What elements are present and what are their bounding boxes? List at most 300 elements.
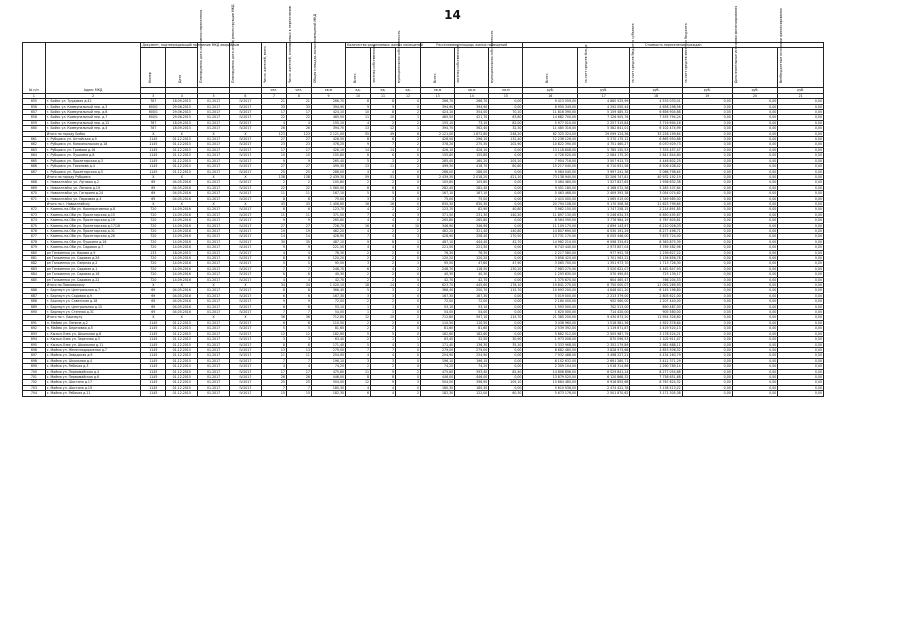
- table-cell: 2: [396, 369, 421, 374]
- table-cell: 29.06.2015: [166, 110, 198, 115]
- table-cell: 04.05.2016: [166, 310, 198, 315]
- table-cell: 0: [396, 326, 421, 331]
- table-cell: 8: [396, 174, 421, 179]
- table-cell: 656: [23, 104, 46, 109]
- table-cell: IV.2017: [230, 331, 262, 336]
- table-cell: 0,00: [732, 158, 778, 163]
- table-cell: 1145: [141, 137, 166, 142]
- table-cell: 63,40: [311, 337, 345, 342]
- table-cell: 426,10: [455, 147, 489, 152]
- table-cell: 426,10: [311, 147, 345, 152]
- table-cell: 0,00: [778, 218, 824, 223]
- table-cell: 0,00: [778, 320, 824, 325]
- table-cell: 9: [286, 299, 311, 304]
- table-cell: с. Майма ул. Рабочая д.3: [45, 364, 141, 369]
- table-cell: 2: [396, 110, 421, 115]
- table-cell: 14: [371, 147, 396, 152]
- table-cell: 167,30: [455, 293, 489, 298]
- table-cell: 5: [346, 288, 371, 293]
- table-cell: 787: [141, 99, 166, 104]
- table-cell: 8: [371, 99, 396, 104]
- header-rooms-group: Количество расселяемых жилых помещений: [347, 43, 423, 47]
- table-cell: 680: [23, 250, 46, 255]
- table-cell: 6: [346, 391, 371, 396]
- table-cell: 366,40: [421, 288, 455, 293]
- table-cell: 0,00: [732, 326, 778, 331]
- table-cell: 0,00: [778, 147, 824, 152]
- table-cell: 8: [261, 256, 286, 261]
- table-cell: 0,00: [682, 293, 732, 298]
- header-planned-finish: Планируемая дата окончания переселения: [198, 43, 230, 88]
- table-cell: 0,00: [682, 272, 732, 277]
- table-cell: п. Майма ул. Березовая д.5: [45, 326, 141, 331]
- table-cell: 221,50: [455, 245, 489, 250]
- table-cell: 720: [141, 256, 166, 261]
- table-cell: 1 936 632,38: [630, 180, 682, 185]
- table-cell: 0,00: [732, 185, 778, 190]
- table-cell: 53,10: [455, 304, 489, 309]
- table-cell: 0,00: [778, 110, 824, 115]
- table-cell: 4: [261, 277, 286, 282]
- table-cell: г. Рубцовск ул. Пушкина д.8: [45, 153, 141, 158]
- table-cell: 2 691 260,71: [578, 358, 630, 363]
- table-cell: 10: [396, 223, 421, 228]
- table-cell: 250,70: [455, 288, 489, 293]
- table-cell: 7 333 457,47: [630, 147, 682, 152]
- table-cell: 2 501 870,62: [578, 391, 630, 396]
- table-cell: 01.2017: [198, 380, 230, 385]
- table-cell: 676: [23, 228, 46, 233]
- table-cell: 4: [346, 228, 371, 233]
- table-cell: 167,10: [311, 191, 345, 196]
- table-cell: 11 485 316,00: [523, 126, 578, 131]
- table-cell: 689: [23, 304, 46, 309]
- table-cell: 105,80: [421, 180, 455, 185]
- table-cell: 0,00: [732, 164, 778, 169]
- table-cell: 123,70: [421, 207, 455, 212]
- table-cell: 04.05.2016: [166, 304, 198, 309]
- table-cell: Итого по городу Бийск: [45, 131, 141, 136]
- table-cell: 178,10: [489, 283, 523, 288]
- table-cell: 1 018 314,86: [578, 364, 630, 369]
- table-cell: 0,00: [682, 364, 732, 369]
- table-cell: 6: [286, 293, 311, 298]
- table-cell: 424,10: [311, 110, 345, 115]
- table-cell: 6: [286, 320, 311, 325]
- table-cell: 265,80: [455, 218, 489, 223]
- table-cell: 01.12.2015: [166, 358, 198, 363]
- table-cell: 265,40: [421, 158, 455, 163]
- table-cell: 4 880 525,99: [578, 99, 630, 104]
- table-cell: 0,00: [778, 266, 824, 271]
- table-cell: 2 505 987,79: [578, 331, 630, 336]
- table-cell: 0,00: [489, 385, 523, 390]
- table-cell: 0,00: [732, 110, 778, 115]
- table-cell: 659: [23, 120, 46, 125]
- unit-rub: руб.: [523, 88, 578, 93]
- column-number: 14: [455, 93, 489, 98]
- table-cell: 0,00: [732, 358, 778, 363]
- table-cell: 0,00: [732, 283, 778, 288]
- table-cell: IV.2017: [230, 353, 262, 358]
- table-cell: г. Камень-на-Оби ул. Пролетарская д.19: [45, 218, 141, 223]
- table-cell: 704: [23, 391, 46, 396]
- table-cell: IV.2017: [230, 191, 262, 196]
- table-cell: 0,00: [489, 191, 523, 196]
- table-cell: 0,00: [489, 153, 523, 158]
- table-cell: 1145: [141, 164, 166, 169]
- table-cell: X: [141, 283, 166, 288]
- table-cell: 43: [261, 201, 286, 206]
- table-cell: IV.2017: [230, 196, 262, 201]
- table-cell: 01.2017: [198, 180, 230, 185]
- table-cell: 8: [346, 99, 371, 104]
- table-cell: 600/1: [141, 115, 166, 120]
- table-cell: 0,00: [778, 223, 824, 228]
- table-cell: X: [141, 315, 166, 320]
- table-cell: 787: [141, 126, 166, 131]
- table-cell: 167,10: [421, 191, 455, 196]
- table-cell: 720: [141, 223, 166, 228]
- table-cell: 1145: [141, 331, 166, 336]
- table-cell: 53,10: [421, 304, 455, 309]
- table-cell: 0,00: [778, 315, 824, 320]
- table-cell: 13: [346, 126, 371, 131]
- table-cell: 4: [346, 218, 371, 223]
- table-cell: 6: [261, 304, 286, 309]
- table-cell: 0,00: [682, 137, 732, 142]
- table-cell: 8: [261, 288, 286, 293]
- header-fund-fz: за счет средств Фонда: [578, 48, 630, 88]
- table-cell: 4: [371, 353, 396, 358]
- table-cell: 0,00: [778, 201, 824, 206]
- table-cell: 1 593 000,00: [523, 304, 578, 309]
- table-cell: IV.2017: [230, 299, 262, 304]
- table-cell: 8: [371, 374, 396, 379]
- table-cell: 0,00: [778, 99, 824, 104]
- table-cell: 720: [141, 245, 166, 250]
- table-cell: 600/1: [141, 110, 166, 115]
- table-cell: 4: [371, 385, 396, 390]
- header-cost-total: Всего: [523, 48, 578, 88]
- table-cell: г. Барнаул ул. Степная д.31: [45, 310, 141, 315]
- table-cell: 1 973 008,00: [523, 337, 578, 342]
- table-cell: 5 463 468,00: [523, 191, 578, 196]
- table-cell: IV.2017: [230, 142, 262, 147]
- table-cell: 699: [23, 364, 46, 369]
- table-cell: г. Рубцовск ул. Пролетарская д.5: [45, 169, 141, 174]
- table-cell: 2 805 621,00: [630, 293, 682, 298]
- table-cell: 3: [396, 380, 421, 385]
- table-cell: 6: [346, 153, 371, 158]
- table-cell: 4: [371, 212, 396, 217]
- table-cell: 2 439,30: [311, 174, 345, 179]
- table-cell: 3 171 305,38: [630, 391, 682, 396]
- table-cell: 0,00: [682, 337, 732, 342]
- table-cell: 33: [286, 104, 311, 109]
- table-cell: 346,90: [455, 223, 489, 228]
- header-address: Адрес МКД: [45, 43, 141, 94]
- table-cell: 8: [286, 342, 311, 347]
- table-cell: 0,00: [778, 115, 824, 120]
- table-cell: 0: [396, 331, 421, 336]
- table-cell: 01.2017: [198, 277, 230, 282]
- table-cell: 82,00: [489, 120, 523, 125]
- table-cell: 73,10: [455, 120, 489, 125]
- table-cell: 3 997 241,36: [578, 169, 630, 174]
- table-cell: 9: [346, 239, 371, 244]
- table-cell: 0: [396, 277, 421, 282]
- table-cell: 6 120 868,32: [578, 374, 630, 379]
- column-number: 20: [732, 93, 778, 98]
- table-cell: 2: [371, 228, 396, 233]
- table-cell: 4 848 001,20: [578, 288, 630, 293]
- table-cell: 8: [286, 288, 311, 293]
- header-fund-subject: за счет средств бюджета субъекта: [630, 48, 682, 88]
- table-cell: 687: [23, 293, 46, 298]
- table-cell: 0,00: [732, 374, 778, 379]
- table-cell: 69: [141, 191, 166, 196]
- table-cell: 2: [371, 277, 396, 282]
- table-cell: 692: [23, 326, 46, 331]
- table-cell: IV.2017: [230, 304, 262, 309]
- table-cell: 13: [261, 347, 286, 352]
- table-cell: 140,20: [489, 212, 523, 217]
- table-cell: 487,10: [311, 239, 345, 244]
- table-cell: 0,00: [732, 272, 778, 277]
- table-cell: 6 070 929,73: [630, 142, 682, 147]
- table-cell: 1145: [141, 364, 166, 369]
- table-cell: 2: [371, 250, 396, 255]
- table-cell: 221,50: [421, 245, 455, 250]
- table-cell: 0,00: [682, 385, 732, 390]
- table-cell: с. Кызыл-Озек ул. Школьная д.8: [45, 331, 141, 336]
- table-cell: г. Камень-на-Оби ул. Пролетарская д.17/18: [45, 223, 141, 228]
- table-cell: 1145: [141, 169, 166, 174]
- table-cell: 9: [371, 104, 396, 109]
- table-cell: 0: [396, 250, 421, 255]
- table-cell: 683: [23, 266, 46, 271]
- table-cell: 286,00: [455, 169, 489, 174]
- table-cell: 29.06.2015: [166, 104, 198, 109]
- table-cell: 12: [346, 315, 371, 320]
- table-cell: 11: [346, 369, 371, 374]
- table-cell: 0,00: [489, 374, 523, 379]
- table-cell: 27: [286, 223, 311, 228]
- table-cell: 123,70: [311, 207, 345, 212]
- table-cell: 10: [371, 115, 396, 120]
- table-cell: 15: [261, 391, 286, 396]
- table-cell: 6: [261, 320, 286, 325]
- table-cell: 0,00: [732, 266, 778, 271]
- table-cell: 01.2017: [198, 126, 230, 131]
- table-cell: 196,10: [311, 358, 345, 363]
- table-cell: 2: [261, 180, 286, 185]
- table-cell: 0,00: [489, 218, 523, 223]
- table-cell: 428,90: [421, 234, 455, 239]
- table-cell: г. Рубцовск ул. Громова д.16: [45, 147, 141, 152]
- table-cell: 0,00: [682, 380, 732, 385]
- table-cell: 76,30: [455, 250, 489, 255]
- table-cell: 7 675 724,00: [630, 234, 682, 239]
- table-cell: Итого по г. Новоалтайску: [45, 201, 141, 206]
- table-cell: 8 506 408,42: [630, 164, 682, 169]
- table-cell: 19 841 270,00: [523, 283, 578, 288]
- table-cell: 8: [371, 239, 396, 244]
- table-cell: г. Камень-на-Оби ул. Садовая д.7: [45, 245, 141, 250]
- table-cell: 286,00: [421, 169, 455, 174]
- column-number: 8: [286, 93, 311, 98]
- table-cell: 0,00: [682, 256, 732, 261]
- table-cell: 21 385 200,00: [523, 315, 578, 320]
- table-cell: 0,00: [778, 153, 824, 158]
- table-cell: 0: [396, 180, 421, 185]
- table-cell: 266,70: [455, 99, 489, 104]
- table-cell: 462,20: [311, 228, 345, 233]
- table-cell: 7: [346, 347, 371, 352]
- table-cell: 6 650 495,67: [630, 212, 682, 217]
- table-cell: 0,00: [732, 137, 778, 142]
- table-cell: 221,50: [311, 245, 345, 250]
- table-cell: 1 207 440,00: [630, 299, 682, 304]
- table-cell: 123: [286, 131, 311, 136]
- table-cell: 01.2017: [198, 299, 230, 304]
- table-cell: 04.05.2016: [166, 288, 198, 293]
- table-cell: 14.09.2016: [166, 228, 198, 233]
- table-cell: 11: [261, 353, 286, 358]
- table-cell: 167,30: [421, 293, 455, 298]
- column-number: 17: [578, 93, 630, 98]
- table-cell: 27: [286, 164, 311, 169]
- table-cell: 4: [371, 169, 396, 174]
- table-cell: 5 673 176,00: [523, 391, 578, 396]
- table-cell: 01.2017: [198, 218, 230, 223]
- table-cell: 600/1: [141, 104, 166, 109]
- table-cell: X: [230, 174, 262, 179]
- table-cell: 4: [261, 250, 286, 255]
- table-cell: 1145: [141, 147, 166, 152]
- table-cell: 2 217 580,00: [523, 250, 578, 255]
- table-cell: 0,00: [732, 320, 778, 325]
- table-cell: 47,60: [455, 261, 489, 266]
- table-cell: 398,90: [455, 380, 489, 385]
- table-cell: 0,00: [682, 218, 732, 223]
- table-cell: 3 507 913,75: [578, 158, 630, 163]
- table-cell: 1 290 789,14: [630, 364, 682, 369]
- table-cell: IV.2017: [230, 347, 262, 352]
- table-cell: 2: [346, 180, 371, 185]
- table-cell: 9: [346, 142, 371, 147]
- table-cell: 4: [396, 283, 421, 288]
- table-cell: X: [141, 131, 166, 136]
- table-cell: 485,50: [311, 115, 345, 120]
- table-cell: 4 446 802,25: [630, 158, 682, 163]
- table-cell: 3 464 460,00: [523, 180, 578, 185]
- table-cell: 4: [371, 266, 396, 271]
- table-cell: 0: [396, 218, 421, 223]
- table-cell: 0,00: [682, 191, 732, 196]
- table-cell: 3 438 960,00: [523, 320, 578, 325]
- table-cell: 2: [371, 320, 396, 325]
- table-cell: 01.12.2015: [166, 326, 198, 331]
- table-cell: 2 121,00: [311, 131, 345, 136]
- table-cell: 0,00: [682, 250, 732, 255]
- table-cell: 346,90: [421, 223, 455, 228]
- table-cell: 0,00: [489, 272, 523, 277]
- table-cell: IV.2017: [230, 364, 262, 369]
- table-cell: 0,00: [778, 174, 824, 179]
- table-cell: 702 513,00: [578, 304, 630, 309]
- table-cell: 0,00: [682, 99, 732, 104]
- table-cell: 2 018,20: [455, 174, 489, 179]
- column-number: 2: [45, 93, 141, 98]
- table-cell: IV.2017: [230, 110, 262, 115]
- table-cell: 04.05.2016: [166, 191, 198, 196]
- table-cell: 01.2017: [198, 164, 230, 169]
- table-cell: 690: [23, 310, 46, 315]
- table-cell: 01.2017: [198, 385, 230, 390]
- unit-kvm: кв.м: [421, 88, 455, 93]
- table-cell: 663: [23, 147, 46, 152]
- table-cell: 4: [286, 277, 311, 282]
- table-cell: 5: [261, 261, 286, 266]
- table-cell: 0,00: [778, 185, 824, 190]
- table-cell: 279,00: [455, 347, 489, 352]
- table-cell: рп Тальменка ул. Садовая д.1: [45, 266, 141, 271]
- table-cell: 668: [23, 180, 46, 185]
- table-cell: 0,00: [682, 169, 732, 174]
- table-cell: 01.12.2015: [166, 369, 198, 374]
- table-cell: 0,00: [778, 256, 824, 261]
- table-cell: 69: [141, 288, 166, 293]
- table-cell: рп Тальменка ул. Садовая д.26: [45, 256, 141, 261]
- table-cell: г. Бийск ул. Коммунальный пер. д.6: [45, 110, 141, 115]
- table-cell: 694: [23, 337, 46, 342]
- table-cell: 421,70: [455, 115, 489, 120]
- table-cell: 70,10: [489, 110, 523, 115]
- table-cell: 47,90: [489, 261, 523, 266]
- table-cell: 0: [396, 196, 421, 201]
- table-cell: 133: [141, 250, 166, 255]
- table-cell: 54,00: [421, 310, 455, 315]
- table-cell: 9: [371, 369, 396, 374]
- table-cell: 1 351 973,70: [578, 261, 630, 266]
- table-cell: 5: [346, 158, 371, 163]
- table-cell: 0,00: [732, 153, 778, 158]
- table-cell: 01.12.2015: [166, 364, 198, 369]
- table-cell: 0,00: [778, 131, 824, 136]
- table-cell: 13 118 608,00: [523, 147, 578, 152]
- table-cell: 720: [141, 212, 166, 217]
- table-cell: 25: [286, 169, 311, 174]
- table-cell: 0,00: [778, 374, 824, 379]
- table-cell: 0,00: [682, 142, 732, 147]
- table-cell: IV.2017: [230, 337, 262, 342]
- table-cell: 155,80: [455, 153, 489, 158]
- table-cell: 2 084 175,20: [578, 153, 630, 158]
- table-cell: 475,80: [311, 369, 345, 374]
- table-cell: 418,70: [455, 164, 489, 169]
- table-cell: 0,00: [682, 228, 732, 233]
- table-cell: 6 055 446,00: [578, 234, 630, 239]
- table-cell: 0,00: [489, 310, 523, 315]
- table-cell: 3: [371, 293, 396, 298]
- table-cell: 0,00: [778, 207, 824, 212]
- table-header: [23, 4, 824, 99]
- table-cell: 8: [371, 110, 396, 115]
- table-cell: 155,80: [311, 153, 345, 158]
- table-cell: 63,80: [489, 115, 523, 120]
